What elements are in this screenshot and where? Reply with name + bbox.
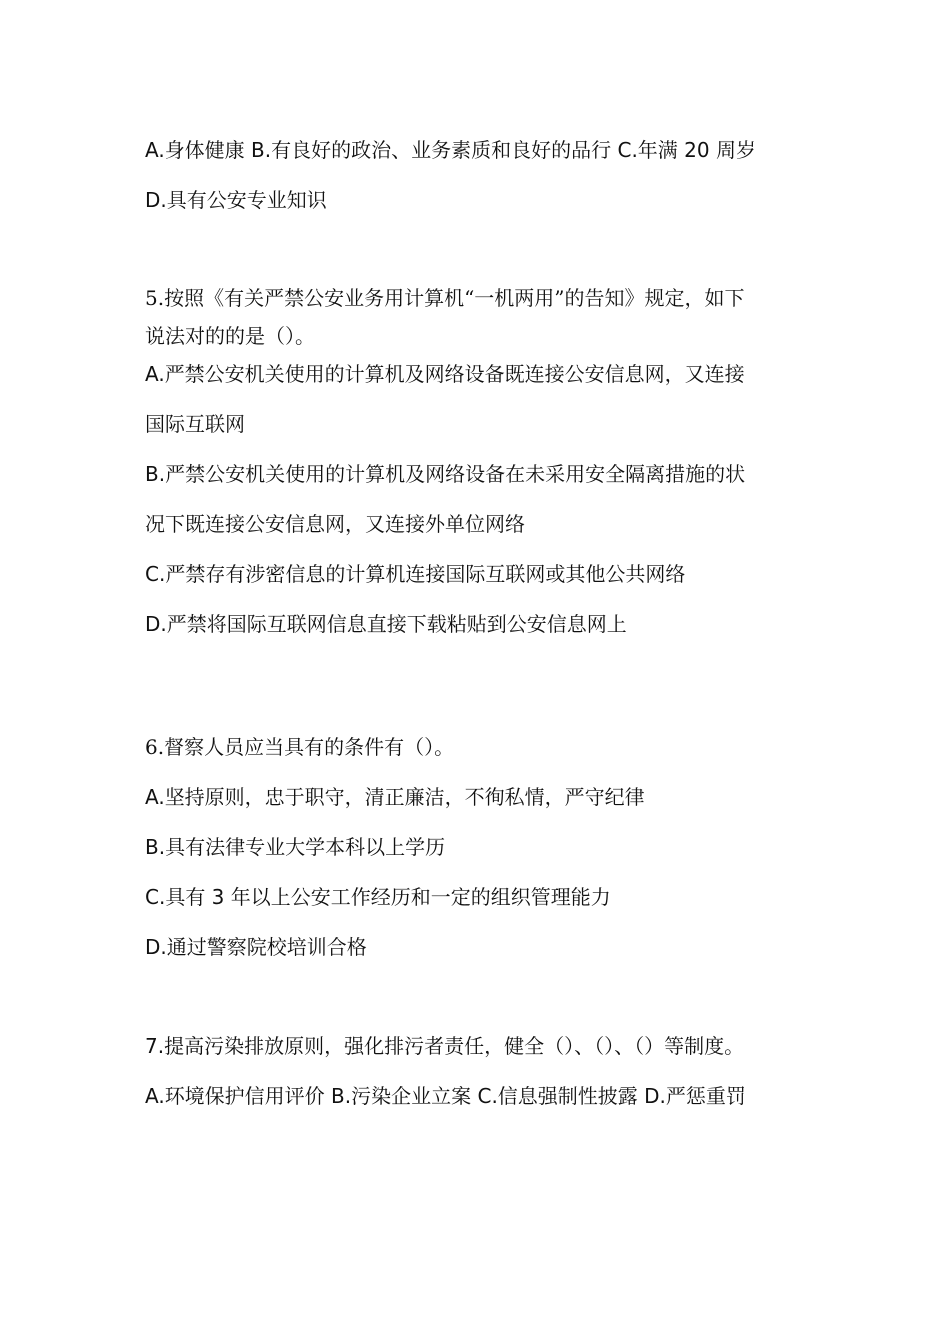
q5-stem-line-1: 5.按照《有关严禁公安业务用计算机“一机两用”的告知》规定，如下 xyxy=(145,286,745,310)
q7-stem: 7.提高污染排放原则，强化排污者责任，健全（）、（）、（）等制度。 xyxy=(145,1034,745,1058)
q6-option-d: D.通过警察院校培训合格 xyxy=(145,935,367,959)
q5-option-c: C.严禁存有涉密信息的计算机连接国际互联网或其他公共网络 xyxy=(145,562,686,586)
q5-stem-line-2: 说法对的的是（）。 xyxy=(145,324,315,348)
q5-option-b-line-1: B.严禁公安机关使用的计算机及网络设备在未采用安全隔离措施的状 xyxy=(145,462,746,486)
q6-stem: 6.督察人员应当具有的条件有（）。 xyxy=(145,735,455,759)
q5-option-d: D.严禁将国际互联网信息直接下载粘贴到公安信息网上 xyxy=(145,612,627,636)
q4-options-line-1: A.身体健康 B.有良好的政治、业务素质和良好的品行 C.年满 20 周岁 xyxy=(145,138,756,162)
q6-option-b: B.具有法律专业大学本科以上学历 xyxy=(145,835,446,859)
q5-option-b-line-2: 况下既连接公安信息网，又连接外单位网络 xyxy=(145,512,525,536)
q6-option-c: C.具有 3 年以上公安工作经历和一定的组织管理能力 xyxy=(145,885,611,909)
q7-options-line: A.环境保护信用评价 B.污染企业立案 C.信息强制性披露 D.严惩重罚 xyxy=(145,1084,746,1108)
q5-option-a-line-2: 国际互联网 xyxy=(145,412,245,436)
q5-option-a-line-1: A.严禁公安机关使用的计算机及网络设备既连接公安信息网，又连接 xyxy=(145,362,745,386)
q6-option-a: A.坚持原则，忠于职守，清正廉洁，不徇私情，严守纪律 xyxy=(145,785,645,809)
q4-options-line-2: D.具有公安专业知识 xyxy=(145,188,327,212)
